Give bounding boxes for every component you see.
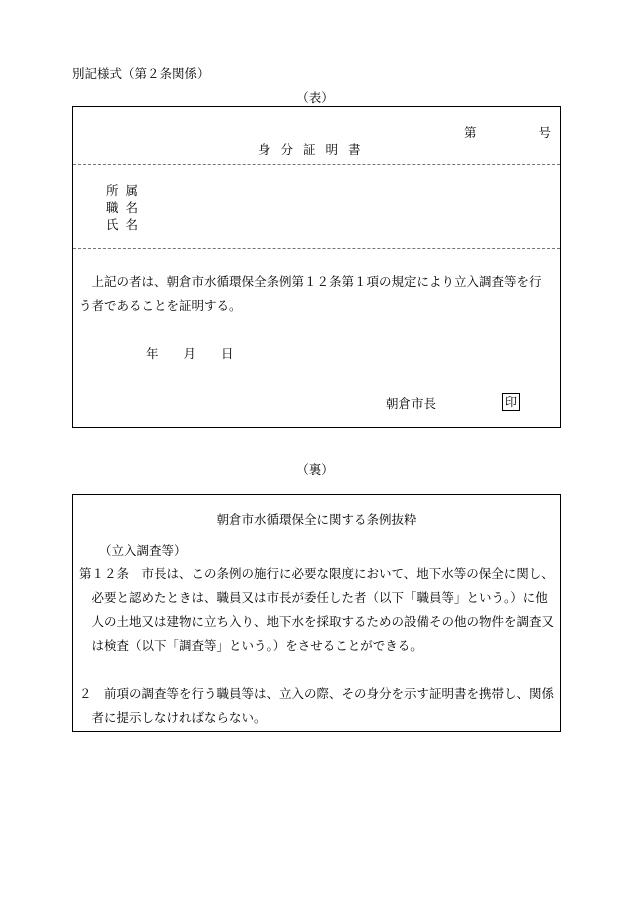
article-12-text: 第１２条 市長は、この条例の施行に必要な限度において、地下水等の保全に関し、必要と認めたときは、職員又は市長が委任した者（以下「職員等」という。）に他人の土地又は建物に立ち入り、地下水を採取するための設備その他の物件を調査又は検査（以下「調査等」という。）をさせることができる。 <box>79 566 555 653</box>
front-side-label: （表） <box>296 90 334 105</box>
seal-mark: 印 <box>502 393 520 411</box>
divider-middle <box>73 248 560 249</box>
article-12-paragraph-2: ２ 前項の調査等を行う職員等は、立入の際、その身分を示す証明書を携帯し、関係者に提示しなければならない。 <box>79 686 555 725</box>
ordinance-excerpt-title: 朝倉市水循環保全に関する条例抜粋 <box>216 512 417 527</box>
id-certificate-title: 身分証明書 <box>258 142 371 157</box>
id-card-front <box>72 106 561 428</box>
form-title: 別記様式（第２条関係） <box>72 66 210 81</box>
issuer-name: 朝倉市長 <box>386 396 437 411</box>
article-caption: （立入調査等） <box>99 543 187 558</box>
back-side-label: （裏） <box>296 462 334 477</box>
number-prefix: 第 <box>464 125 477 140</box>
field-affiliation: 所属 <box>106 183 146 198</box>
certificate-number-label <box>464 127 551 140</box>
issue-date: 年 月 日 <box>146 346 234 361</box>
field-position: 職名 <box>106 200 146 215</box>
id-card-back <box>72 494 561 732</box>
certification-statement: 上記の者は、朝倉市水循環保全条例第１２条第１項の規定により立入調査等を行う者であることを証明する。 <box>79 274 542 313</box>
number-suffix: 号 <box>538 125 552 140</box>
divider-top <box>73 164 560 165</box>
field-name: 氏名 <box>106 217 146 232</box>
